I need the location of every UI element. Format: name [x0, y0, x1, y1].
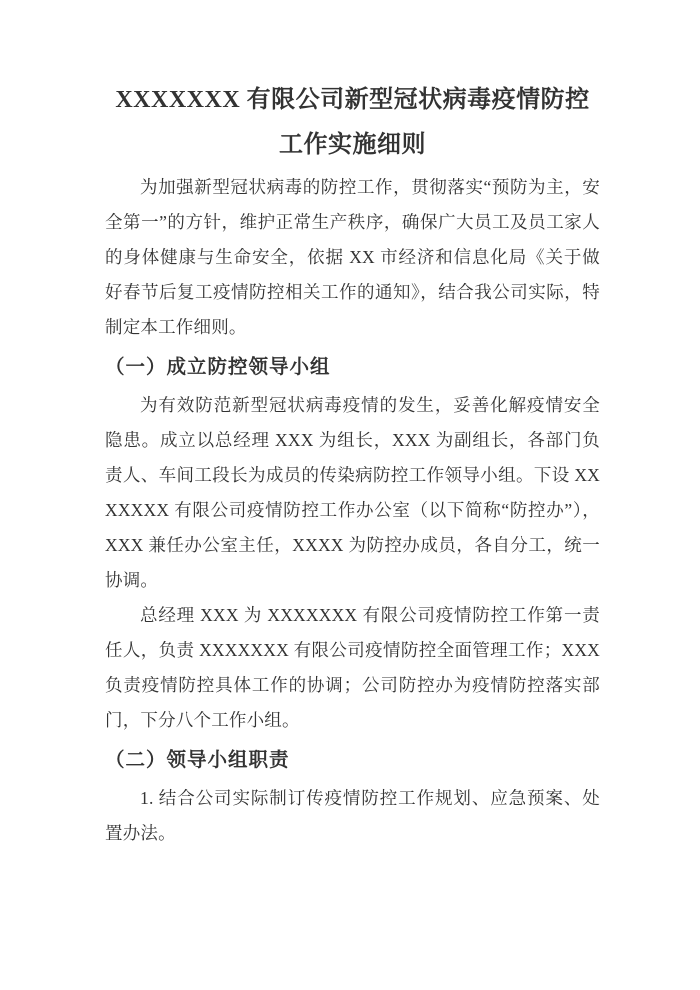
section-heading-1: （一）成立防控领导小组	[105, 357, 331, 378]
section-heading-2: （二）领导小组职责	[105, 750, 290, 771]
document-title: XXXXXXX 有限公司新型冠状病毒疫情防控工作实施细则	[115, 87, 590, 158]
paragraph-section2-item-1: 1. 结合公司实际制订传疫情防控工作规划、应急预案、处置办法。	[105, 788, 600, 843]
paragraph-section1-responsibility: 总经理 XXX 为 XXXXXXX 有限公司疫情防控工作第一责任人，负责 XXXXXXX 有限公司疫情防控全面管理工作；XXX 负责疫情防控具体工作的协调；公司防控办为疫情防控落实部门，下分八个工作小组。	[105, 605, 600, 730]
paragraph-section1-leadership-group: 为有效防范新型冠状病毒疫情的发生，妥善化解疫情安全隐患。成立以总经理 XXX 为组长，XXX 为副组长，各部门负责人、车间工段长为成员的传染病防控工作领导小组。下设 XXXXXXX 有限公司疫情防控工作办公室（以下简称“防控办”），XXX 兼任办公室主任，XXXX 为防控办成员，各自分工，统一协调。	[105, 395, 600, 590]
paragraph-intro: 为加强新型冠状病毒的防控工作，贯彻落实“预防为主，安全第一”的方针，维护正常生产秩序，确保广大员工及员工家人的身体健康与生命安全，依据 XX 市经济和信息化局《关于做好春节后复工疫情防控相关工作的通知》，结合我公司实际，特制定本工作细则。	[105, 177, 600, 337]
